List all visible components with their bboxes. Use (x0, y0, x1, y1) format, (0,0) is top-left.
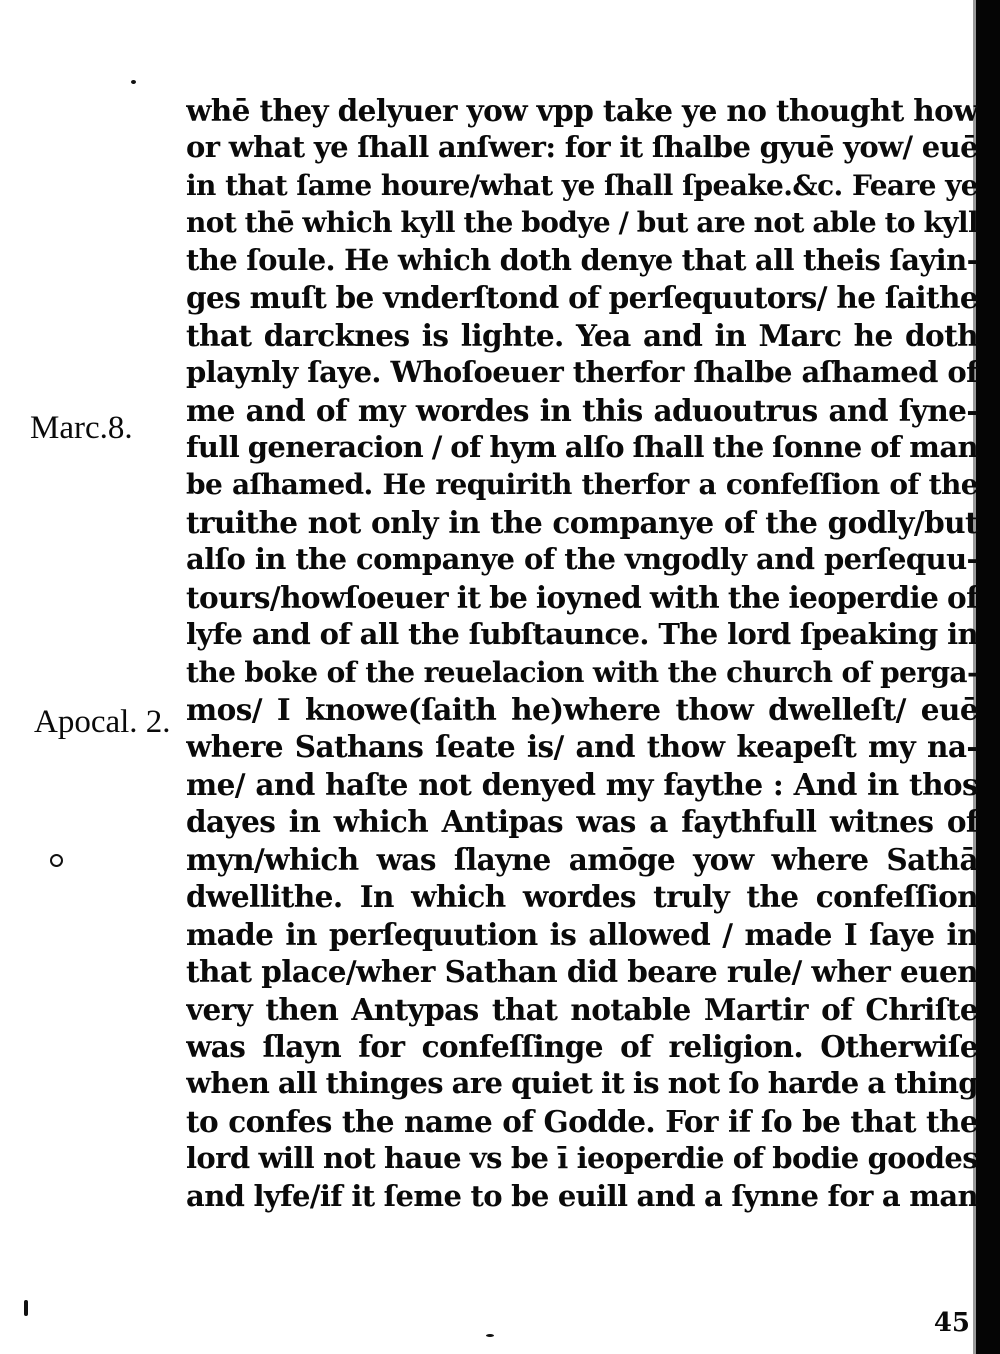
text-line: ges muſt be vnderſtond of perſequutors/ he ſaithe (186, 280, 978, 316)
text-line: lord will not haue vs be ī ieoperdie of bodie goodes (186, 1141, 978, 1176)
text-line: or what ye ſhall anſwer: for it ſhalbe gyuē yow/ euē (186, 130, 978, 165)
text-line: playnly ſaye. Whoſoeuer therfor ſhalbe aſhamed of (186, 355, 978, 390)
text-line: lyfe and of all the ſubſtaunce. The lord ſpeaking in (186, 617, 978, 652)
text-line: dayes in which Antipas was a faythfull witnes of (186, 804, 978, 840)
ink-speck (486, 1334, 494, 1337)
text-line: me/ and haſte not denyed my faythe : And in thos (186, 766, 978, 802)
margin-ring-mark (50, 854, 63, 867)
text-line: where Sathans ſeate is/ and thow keapeſt my na- (186, 729, 978, 765)
text-line: in that ſame houre/what ye ſhall ſpeake.&c. Feare ye (186, 168, 978, 202)
text-line: the boke of the reuelacion with the church of perga- (186, 655, 978, 689)
gutter-edge (976, 0, 1000, 1354)
margin-note-marc: Marc.8. (30, 410, 133, 446)
text-line: and lyfe/if it ſeme to be euill and a ſynne for a man (186, 1178, 978, 1213)
text-line: myn/which was ſlayne amōge yow where Sathā (186, 841, 978, 877)
text-line: the ſoule. He which doth denye that all theis ſayin- (186, 242, 978, 277)
text-line: dwellithe. In which wordes truly the confeſſion (186, 879, 978, 915)
ink-speck (131, 80, 136, 84)
text-line: truithe not only in the companye of the godly/but (186, 504, 978, 540)
text-line: that darcknes is lighte. Yea and in Marc he doth (186, 317, 978, 353)
text-line: was ſlayn for confeſſinge of religion. Otherwiſe (186, 1028, 978, 1064)
text-line: whē they delyuer yow vpp take ye no thought how (186, 93, 978, 128)
text-line: be aſhamed. He requirith therfor a confeſſion of the (186, 468, 978, 502)
text-line: made in perſequution is allowed / made I ſaye in (186, 916, 978, 952)
text-line: when all thinges are quiet it is not ſo harde a thing (186, 1066, 978, 1101)
body-text (186, 92, 978, 1215)
text-line: not thē which kyll the bodye / but are not able to kyll (186, 206, 978, 240)
margin-note-apocal: Apocal. 2. (34, 704, 171, 740)
text-line: that place/wher Sathan did beare rule/ wher euen (186, 954, 978, 990)
text-line: tours/howſoeuer it be ioyned with the ieoperdie of (186, 579, 978, 615)
text-line: full generacion / of hym alſo ſhall the ſonne of man (186, 429, 978, 464)
text-line: alſo in the companye of the vngodly and perſequu- (186, 542, 978, 577)
ink-speck (24, 1300, 28, 1316)
text-line: to confes the name of Godde. For if ſo be that the (186, 1103, 978, 1139)
text-line: very then Antypas that notable Martir of Chriſte (186, 991, 978, 1027)
text-line: mos/ I knowe(ſaith he)where thow dwelleſt/ euē (186, 692, 978, 727)
text-line: me and of my wordes in this aduoutrus and ſyne- (186, 392, 978, 428)
page-number: 45 (933, 1308, 970, 1338)
